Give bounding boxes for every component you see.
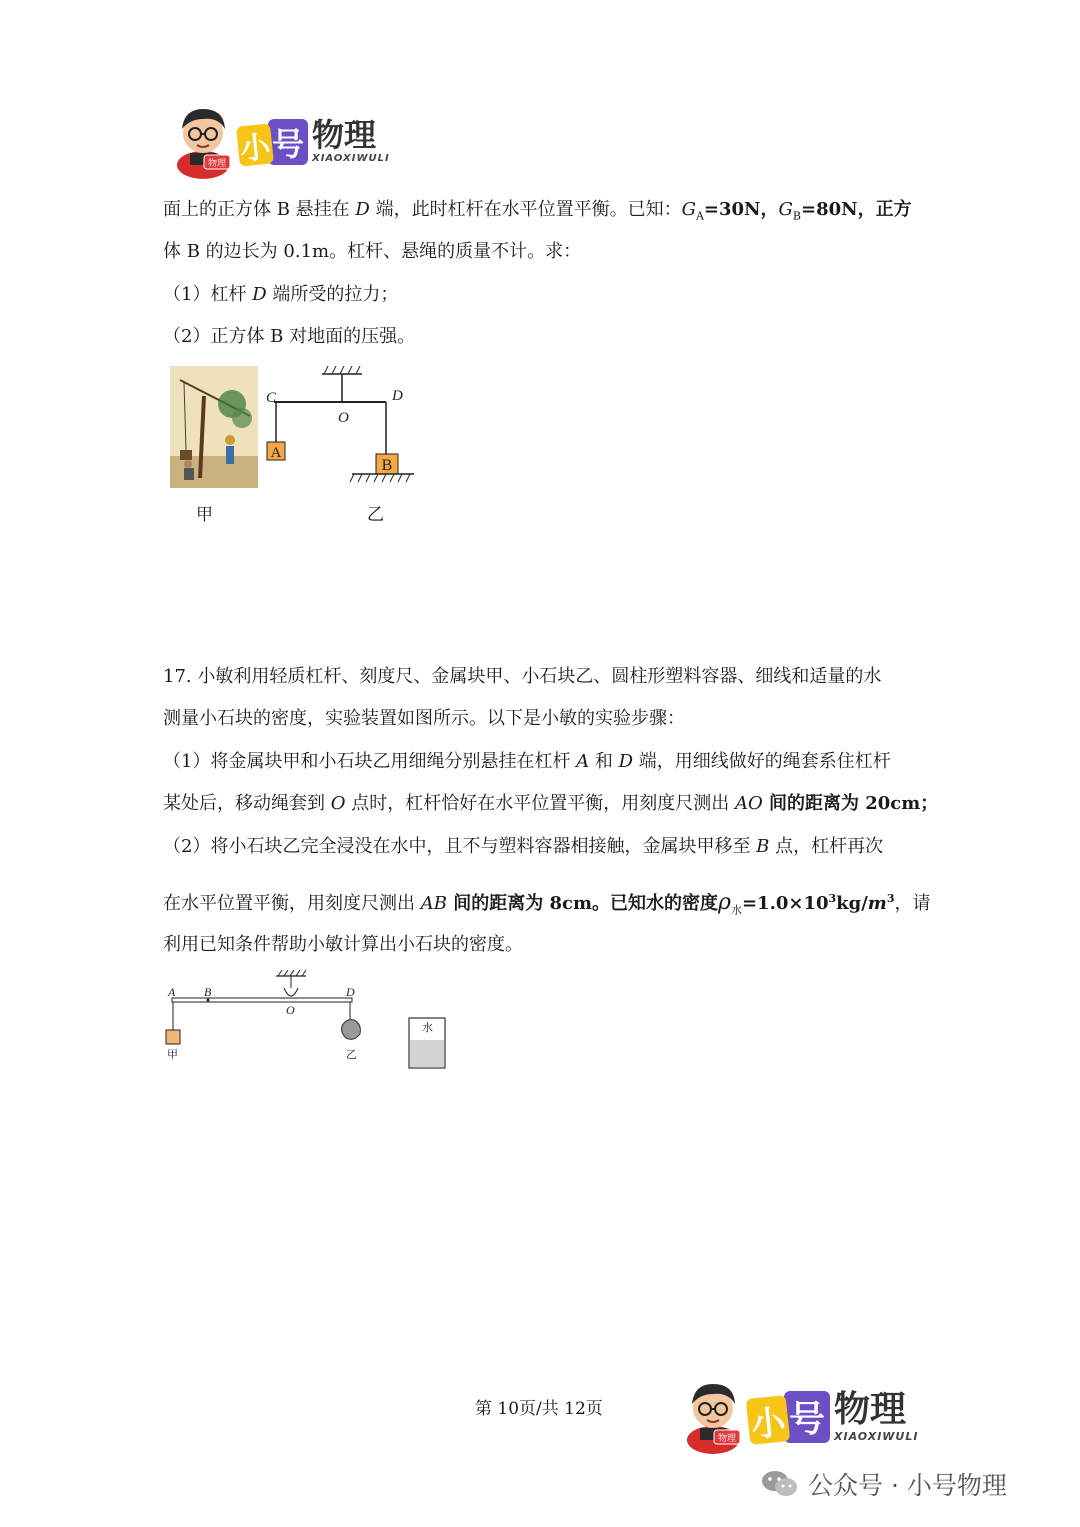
fig16-label-yi: 乙 <box>367 505 384 525</box>
logo-pinyin: XIAOXIWULI <box>312 153 390 164</box>
p16-q2: （2）正方体 B 对地面的压强。 <box>163 326 416 347</box>
fig17-label-a: A <box>168 985 176 999</box>
logo-pinyin: XIAOXIWULI <box>834 1429 919 1443</box>
p17-step1-line2: 某处后，移动绳套到 O 点时，杠杆恰好在水平位置平衡，用刻度尺测出 AO 间的距离为 20cm； <box>163 793 939 814</box>
fig16-label-jia: 甲 <box>196 505 213 525</box>
fig17-water-label: 水 <box>422 1021 433 1034</box>
logo-wuli: 物理 <box>834 1388 907 1430</box>
fig16-block-a-label: A <box>270 445 282 461</box>
figure-yi-lever <box>262 362 422 492</box>
logo-tile-xiao: 小 <box>746 1395 791 1445</box>
fig17-label-d: D <box>346 985 355 999</box>
header-logo <box>170 103 390 179</box>
p17-step2-line1: （2）将小石块乙完全浸没在水中，且不与塑料容器相接触，金属块甲移至 B 点，杠杆再次 <box>163 836 884 857</box>
p17-step2-line2: 在水平位置平衡，用刻度尺测出 AB 间的距离为 8cm。已知水的密度$\rho_水=1.0\times 10^3kg/m^3$，请 <box>163 890 931 917</box>
p17-step2-line3: 利用已知条件帮助小敏计算出小石块的密度。 <box>163 934 523 955</box>
wechat-account-label: 公众号 · 小号物理 <box>808 1471 1007 1500</box>
fig16-block-b-label: B <box>381 457 393 474</box>
fig16-label-c: C <box>266 390 277 406</box>
fig17-label-jia: 甲 <box>167 1048 178 1061</box>
figure-17-lever-apparatus <box>160 966 460 1076</box>
fig16-label-o: O <box>338 410 349 426</box>
fig17-label-o: O <box>286 1003 295 1017</box>
logo-tile-hao: 号 <box>784 1391 830 1443</box>
page-number: 第 10页/共 12页 <box>475 1399 603 1419</box>
p17-line1: 17. 小敏利用轻质杠杆、刻度尺、金属块甲、小石块乙、圆柱形塑料容器、细线和适量的水 <box>163 666 882 687</box>
badge-text: 物理 <box>717 1434 737 1444</box>
badge-text: 物理 <box>207 159 227 169</box>
p16-line2: 体 B 的边长为 0.1m。杠杆、悬绳的质量不计。求： <box>163 241 582 262</box>
fig17-label-b: B <box>204 985 212 999</box>
p17-line2: 测量小石块的密度，实验装置如图所示。以下是小敏的实验步骤： <box>163 708 685 729</box>
p17-step1-line1: （1）将金属块甲和小石块乙用细绳分别悬挂在杠杆 A 和 D 端，用细线做好的绳套系住杠杆 <box>163 751 891 772</box>
logo-tile-xiao: 小 <box>236 123 274 166</box>
logo-tile-hao: 号 <box>268 119 308 165</box>
wechat-icon <box>760 1468 800 1500</box>
footer-logo <box>680 1378 918 1454</box>
figure-jia-illustration <box>170 366 258 488</box>
p16-line1: 面上的正方体 B 悬挂在 D 端，此时杠杆在水平位置平衡。已知：$G_A=30N$，$G_B=80N$，正方 <box>163 199 912 223</box>
fig16-label-d: D <box>392 388 403 404</box>
fig17-label-yi: 乙 <box>346 1048 357 1061</box>
p16-q1: （1）杠杆 D 端所受的拉力； <box>163 284 399 305</box>
logo-wuli: 物理 <box>312 116 377 154</box>
mascot-icon <box>680 1378 746 1454</box>
mascot-icon <box>170 103 236 179</box>
wechat-account <box>760 1466 1007 1502</box>
